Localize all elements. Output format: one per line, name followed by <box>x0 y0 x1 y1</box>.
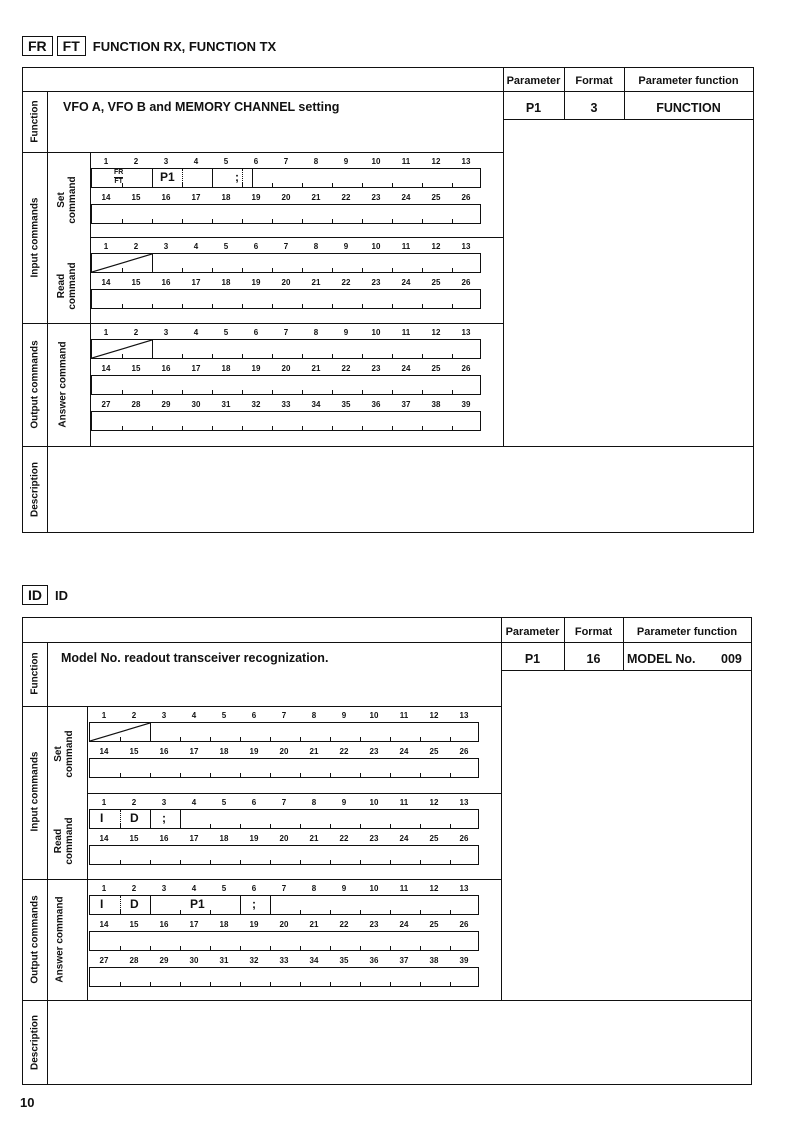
input-commands-label: Input commands <box>29 751 41 832</box>
position-number: 5 <box>221 798 227 807</box>
command-table-id <box>22 617 752 1085</box>
position-number: 37 <box>401 400 411 409</box>
position-number: 22 <box>341 364 351 373</box>
position-number: 26 <box>459 747 469 756</box>
position-number: 15 <box>129 920 139 929</box>
function-description: Model No. readout transceiver recognization. <box>61 651 329 665</box>
position-number: 25 <box>431 193 441 202</box>
position-number: 17 <box>189 747 199 756</box>
position-number: 23 <box>369 920 379 929</box>
position-number: 19 <box>251 193 261 202</box>
position-number: 8 <box>311 798 317 807</box>
position-number: 23 <box>369 747 379 756</box>
command-code-fr: FR <box>22 36 53 56</box>
character-row-box <box>89 758 479 778</box>
position-number: 18 <box>221 193 231 202</box>
answer-command-label: Answer command <box>54 896 66 983</box>
position-number: 2 <box>133 328 139 337</box>
position-number: 26 <box>461 193 471 202</box>
position-number: 14 <box>99 834 109 843</box>
position-number: 3 <box>161 798 167 807</box>
position-number: 21 <box>309 747 319 756</box>
position-number: 6 <box>251 711 257 720</box>
position-number: 34 <box>311 400 321 409</box>
position-number: 15 <box>131 364 141 373</box>
position-number: 6 <box>251 884 257 893</box>
command-code-ft: FT <box>57 36 86 56</box>
position-number: 3 <box>163 157 169 166</box>
position-number: 35 <box>339 956 349 965</box>
position-number: 10 <box>371 242 381 251</box>
character-row-box <box>91 375 481 395</box>
position-number: 11 <box>399 884 409 893</box>
page-number: 10 <box>20 1095 35 1110</box>
position-number: 12 <box>431 242 441 251</box>
position-number: 18 <box>219 747 229 756</box>
position-number: 31 <box>221 400 231 409</box>
position-number: 33 <box>279 956 289 965</box>
position-number: 19 <box>251 364 261 373</box>
position-number: 17 <box>191 193 201 202</box>
position-number: 24 <box>401 364 411 373</box>
position-number: 26 <box>459 834 469 843</box>
character-row-box <box>89 931 479 951</box>
position-number: 20 <box>279 834 289 843</box>
position-number: 19 <box>249 834 259 843</box>
parameter-value: P1 <box>525 101 542 115</box>
position-number: 13 <box>461 242 471 251</box>
position-number: 13 <box>459 711 469 720</box>
position-number: 11 <box>401 328 411 337</box>
read-command-label: Read command <box>53 817 75 865</box>
position-number: 12 <box>429 711 439 720</box>
position-number: 12 <box>431 328 441 337</box>
position-number: 23 <box>369 834 379 843</box>
position-number: 13 <box>459 798 469 807</box>
position-number: 38 <box>429 956 439 965</box>
position-number: 7 <box>283 242 289 251</box>
position-number: 2 <box>131 711 137 720</box>
position-number: 39 <box>461 400 471 409</box>
position-number: 6 <box>253 328 259 337</box>
position-number: 14 <box>99 747 109 756</box>
position-number: 22 <box>339 747 349 756</box>
command-table-fr-ft <box>22 67 754 533</box>
format-value: 16 <box>586 652 601 666</box>
position-number: 22 <box>339 920 349 929</box>
position-number: 4 <box>191 711 197 720</box>
read-cell-d: D <box>130 811 139 825</box>
position-number: 2 <box>131 798 137 807</box>
position-number: 11 <box>399 711 409 720</box>
position-number: 24 <box>401 193 411 202</box>
position-number: 20 <box>279 747 289 756</box>
section-title: FUNCTION RX, FUNCTION TX <box>92 38 277 54</box>
position-number: 28 <box>129 956 139 965</box>
position-number: 25 <box>429 747 439 756</box>
position-number: 16 <box>159 747 169 756</box>
position-number: 1 <box>103 242 109 251</box>
output-commands-label: Output commands <box>29 895 41 984</box>
position-number: 20 <box>281 364 291 373</box>
position-number: 8 <box>313 157 319 166</box>
position-number: 19 <box>249 920 259 929</box>
position-number: 12 <box>429 798 439 807</box>
function-row-label: Function <box>29 100 41 143</box>
position-number: 23 <box>371 278 381 287</box>
position-number: 18 <box>219 834 229 843</box>
position-number: 24 <box>399 747 409 756</box>
position-number: 39 <box>459 956 469 965</box>
parameter-header: Parameter <box>505 626 560 638</box>
section-header-id <box>22 585 68 605</box>
position-number: 18 <box>221 278 231 287</box>
position-number: 24 <box>399 834 409 843</box>
position-number: 23 <box>371 364 381 373</box>
position-number: 11 <box>399 798 409 807</box>
position-number: 9 <box>343 328 349 337</box>
position-number: 24 <box>399 920 409 929</box>
position-number: 20 <box>281 193 291 202</box>
format-header: Format <box>574 626 613 638</box>
position-number: 21 <box>309 834 319 843</box>
position-number: 36 <box>371 400 381 409</box>
position-number: 3 <box>163 328 169 337</box>
character-row-box <box>89 809 479 829</box>
position-number: 9 <box>343 157 349 166</box>
character-row-box <box>91 253 481 273</box>
position-number: 25 <box>429 920 439 929</box>
position-number: 35 <box>341 400 351 409</box>
position-number: 32 <box>251 400 261 409</box>
set-cell-p1: P1 <box>160 170 175 184</box>
position-number: 26 <box>459 920 469 929</box>
answer-command-label: Answer command <box>57 341 69 428</box>
position-number: 25 <box>431 278 441 287</box>
character-row-box <box>91 289 481 309</box>
position-number: 14 <box>101 193 111 202</box>
answer-cell-i: I <box>100 897 104 911</box>
function-description: VFO A, VFO B and MEMORY CHANNEL setting <box>63 100 340 114</box>
position-number: 7 <box>281 798 287 807</box>
position-number: 18 <box>219 920 229 929</box>
position-number: 4 <box>191 798 197 807</box>
position-number: 17 <box>191 364 201 373</box>
position-number: 22 <box>341 278 351 287</box>
position-number: 4 <box>193 242 199 251</box>
position-number: 23 <box>371 193 381 202</box>
position-number: 15 <box>129 834 139 843</box>
position-number: 20 <box>281 278 291 287</box>
character-row-box <box>91 168 481 188</box>
set-command-label: Set command <box>53 730 75 778</box>
position-number: 10 <box>369 711 379 720</box>
position-number: 16 <box>161 364 171 373</box>
position-number: 2 <box>133 242 139 251</box>
position-number: 4 <box>191 884 197 893</box>
position-number: 6 <box>253 242 259 251</box>
format-header: Format <box>575 75 613 87</box>
answer-cell-d: D <box>130 897 139 911</box>
position-number: 10 <box>369 798 379 807</box>
position-number: 7 <box>281 711 287 720</box>
position-number: 37 <box>399 956 409 965</box>
position-number: 9 <box>341 798 347 807</box>
position-number: 17 <box>189 834 199 843</box>
position-number: 19 <box>251 278 261 287</box>
answer-cell-terminator: ; <box>252 897 256 911</box>
position-number: 3 <box>161 884 167 893</box>
parameter-function-header: Parameter function <box>636 626 738 638</box>
frac-top: FR <box>114 169 124 176</box>
position-number: 5 <box>221 884 227 893</box>
position-number: 8 <box>311 711 317 720</box>
position-number: 33 <box>281 400 291 409</box>
position-number: 29 <box>159 956 169 965</box>
position-number: 21 <box>309 920 319 929</box>
position-number: 24 <box>401 278 411 287</box>
position-number: 13 <box>461 157 471 166</box>
position-number: 2 <box>133 157 139 166</box>
position-number: 1 <box>101 711 107 720</box>
position-number: 9 <box>341 711 347 720</box>
position-number: 11 <box>401 157 411 166</box>
position-number: 8 <box>311 884 317 893</box>
position-number: 17 <box>189 920 199 929</box>
position-number: 7 <box>281 884 287 893</box>
position-number: 8 <box>313 328 319 337</box>
position-number: 16 <box>161 193 171 202</box>
position-number: 17 <box>191 278 201 287</box>
position-number: 27 <box>99 956 109 965</box>
position-number: 12 <box>429 884 439 893</box>
position-number: 16 <box>161 278 171 287</box>
position-number: 11 <box>401 242 411 251</box>
position-number: 15 <box>129 747 139 756</box>
position-number: 3 <box>163 242 169 251</box>
section-title: ID <box>55 587 68 603</box>
section-header-fr-ft <box>22 36 276 56</box>
input-commands-label: Input commands <box>29 197 41 278</box>
position-number: 30 <box>189 956 199 965</box>
position-number: 28 <box>131 400 141 409</box>
position-number: 16 <box>159 834 169 843</box>
character-row-box <box>91 204 481 224</box>
position-number: 26 <box>461 364 471 373</box>
position-number: 30 <box>191 400 201 409</box>
position-number: 14 <box>101 278 111 287</box>
position-number: 22 <box>341 193 351 202</box>
position-number: 1 <box>103 157 109 166</box>
position-number: 8 <box>313 242 319 251</box>
parameter-header: Parameter <box>506 75 561 87</box>
position-number: 15 <box>131 193 141 202</box>
position-number: 12 <box>431 157 441 166</box>
answer-cell-p1: P1 <box>190 897 205 911</box>
parameter-function-header: Parameter function <box>638 75 739 87</box>
parameter-value: P1 <box>524 652 541 666</box>
position-number: 21 <box>311 193 321 202</box>
character-row-box <box>89 845 479 865</box>
position-number: 4 <box>193 328 199 337</box>
position-number: 21 <box>311 364 321 373</box>
position-number: 10 <box>371 328 381 337</box>
position-number: 9 <box>341 884 347 893</box>
parameter-function-value: FUNCTION <box>656 101 721 115</box>
character-row-box <box>89 895 479 915</box>
position-number: 13 <box>459 884 469 893</box>
function-row-label: Function <box>29 652 41 695</box>
position-number: 4 <box>193 157 199 166</box>
position-number: 5 <box>221 711 227 720</box>
position-number: 32 <box>249 956 259 965</box>
position-number: 6 <box>251 798 257 807</box>
position-number: 7 <box>283 328 289 337</box>
position-number: 1 <box>101 884 107 893</box>
position-number: 38 <box>431 400 441 409</box>
position-number: 7 <box>283 157 289 166</box>
position-number: 21 <box>311 278 321 287</box>
position-number: 2 <box>131 884 137 893</box>
position-number: 22 <box>339 834 349 843</box>
position-number: 29 <box>161 400 171 409</box>
position-number: 1 <box>101 798 107 807</box>
position-number: 5 <box>223 242 229 251</box>
position-number: 5 <box>223 328 229 337</box>
position-number: 5 <box>223 157 229 166</box>
position-number: 10 <box>371 157 381 166</box>
position-number: 26 <box>461 278 471 287</box>
character-row-box <box>89 722 479 742</box>
format-value: 3 <box>590 101 598 115</box>
read-cell-i: I <box>100 811 104 825</box>
position-number: 25 <box>431 364 441 373</box>
position-number: 1 <box>103 328 109 337</box>
position-number: 3 <box>161 711 167 720</box>
position-number: 13 <box>461 328 471 337</box>
position-number: 18 <box>221 364 231 373</box>
position-number: 20 <box>279 920 289 929</box>
character-row-box <box>89 967 479 987</box>
output-commands-label: Output commands <box>29 340 41 429</box>
position-number: 34 <box>309 956 319 965</box>
position-number: 15 <box>131 278 141 287</box>
parameter-function-value: MODEL No. <box>627 652 696 666</box>
set-cell-terminator: ; <box>235 170 239 184</box>
set-command-label: Set command <box>56 176 78 224</box>
position-number: 31 <box>219 956 229 965</box>
character-row-box <box>91 339 481 359</box>
position-number: 27 <box>101 400 111 409</box>
description-row-label: Description <box>29 462 41 518</box>
command-code-id: ID <box>22 585 48 605</box>
position-number: 16 <box>159 920 169 929</box>
position-number: 14 <box>101 364 111 373</box>
position-number: 6 <box>253 157 259 166</box>
read-command-label: Read command <box>56 262 78 310</box>
frac-bottom: FT <box>114 178 123 185</box>
position-number: 9 <box>343 242 349 251</box>
position-number: 10 <box>369 884 379 893</box>
position-number: 19 <box>249 747 259 756</box>
position-number: 25 <box>429 834 439 843</box>
position-number: 36 <box>369 956 379 965</box>
description-row-label: Description <box>29 1015 41 1071</box>
read-cell-terminator: ; <box>162 811 166 825</box>
position-number: 14 <box>99 920 109 929</box>
parameter-function-code: 009 <box>721 652 742 666</box>
character-row-box <box>91 411 481 431</box>
